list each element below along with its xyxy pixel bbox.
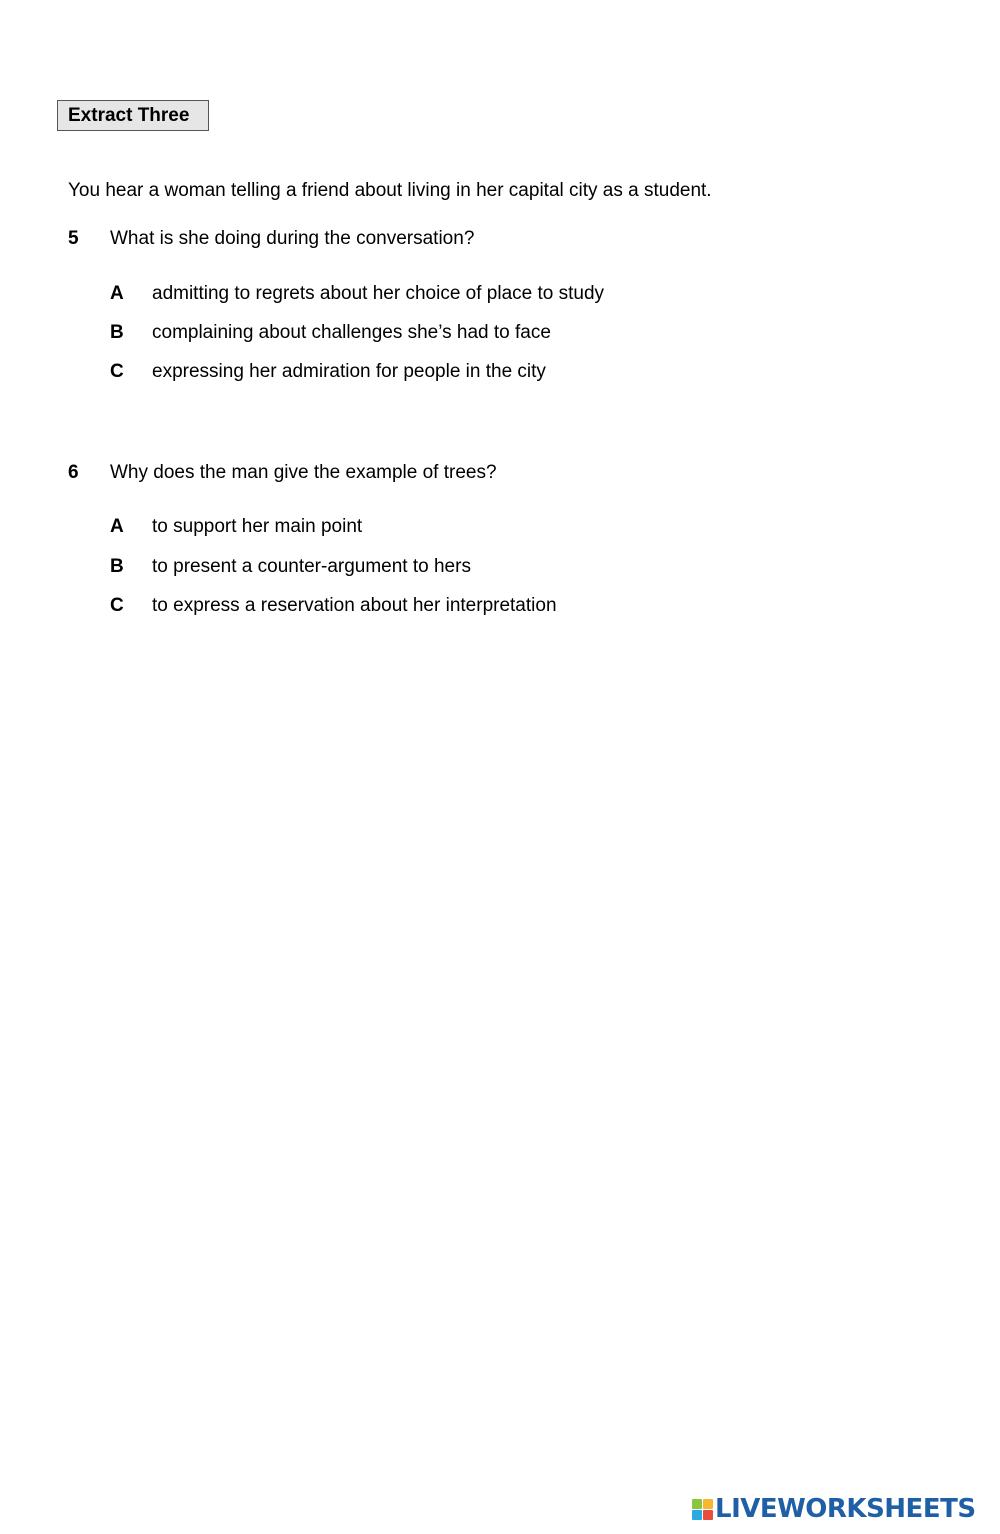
question-text: Why does the man give the example of trees? xyxy=(110,462,497,483)
question-text: What is she doing during the conversation? xyxy=(110,228,475,249)
intro-text: You hear a woman telling a friend about living in her capital city as a student. xyxy=(68,180,712,201)
option-text: to support her main point xyxy=(152,516,363,537)
option-letter: C xyxy=(110,361,124,382)
option-text: complaining about challenges she’s had to face xyxy=(152,322,551,343)
liveworksheets-logo xyxy=(692,1494,976,1524)
option-letter: A xyxy=(110,283,124,304)
logo-square-icon xyxy=(703,1510,713,1520)
logo-text: LIVEWORKSHEETS xyxy=(715,1494,976,1524)
option-text: admitting to regrets about her choice of place to study xyxy=(152,283,605,304)
option-text: to present a counter-argument to hers xyxy=(152,556,471,577)
option-letter: B xyxy=(110,556,124,577)
logo-square-icon xyxy=(692,1499,702,1509)
option-letter: B xyxy=(110,322,124,343)
logo-square-icon xyxy=(703,1499,713,1509)
extract-title-box: Extract Three xyxy=(57,100,209,131)
option-text: to express a reservation about her interpretation xyxy=(152,595,557,616)
logo-square-icon xyxy=(692,1510,702,1520)
option-letter: C xyxy=(110,595,124,616)
question-number: 6 xyxy=(68,462,79,483)
option-text: expressing her admiration for people in the city xyxy=(152,361,546,382)
question-number: 5 xyxy=(68,228,79,249)
logo-mark-icon xyxy=(692,1499,713,1520)
option-letter: A xyxy=(110,516,124,537)
